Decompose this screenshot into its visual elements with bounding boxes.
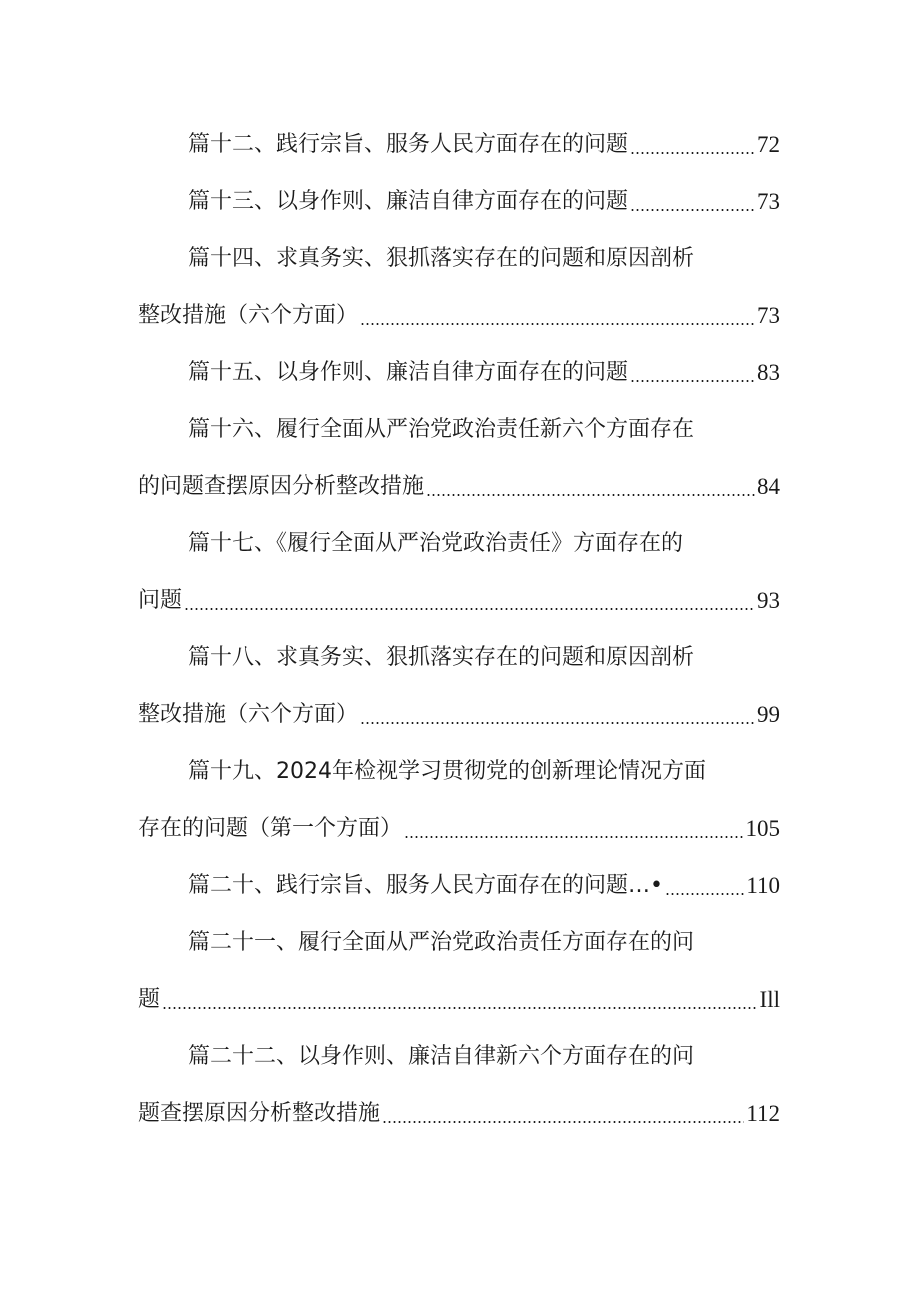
- toc-entry-title: 篇十六、履行全面从严治党政治责任新六个方面存在: [188, 417, 695, 442]
- toc-entry-title: 篇十二、践行宗旨、服务人民方面存在的问题: [188, 132, 629, 157]
- toc-entry-title: 篇十八、求真务实、狠抓落实存在的问题和原因剖析: [188, 645, 695, 670]
- toc-entry-title-cont: 整改措施（六个方面）: [138, 702, 359, 727]
- dot-leader: [628, 358, 757, 388]
- dot-leader: [628, 187, 757, 217]
- dot-leader: [182, 586, 757, 616]
- toc-entry-20[interactable]: [138, 861, 780, 901]
- toc-entry-19-line-1[interactable]: [138, 747, 738, 787]
- toc-entry-19-line-2[interactable]: [138, 804, 780, 844]
- toc-page-number: 84: [757, 474, 780, 499]
- toc-page-number: 105: [745, 816, 780, 841]
- dot-leader: [424, 472, 757, 502]
- toc-entry-21-line-1[interactable]: [138, 918, 738, 958]
- toc-page-number: 72: [757, 132, 780, 157]
- toc-entry-title: 篇十九、2024年检视学习贯彻党的创新理论情况方面: [188, 759, 706, 784]
- toc-entry-title-cont: 的问题查摆原因分析整改措施: [138, 474, 425, 499]
- dot-leader: [380, 1099, 746, 1129]
- toc-entry-16-line-1[interactable]: [138, 405, 738, 445]
- toc-entry-16-line-2[interactable]: [138, 462, 780, 502]
- toc-entry-14-line-1[interactable]: [138, 234, 738, 274]
- toc-entry-18-line-1[interactable]: [138, 633, 738, 673]
- dot-leader: [358, 700, 757, 730]
- toc-page-number: 93: [757, 588, 780, 613]
- toc-page-number: 99: [757, 702, 780, 727]
- toc-entry-title: 篇二十二、以身作则、廉洁自律新六个方面存在的问: [188, 1044, 695, 1069]
- toc-entry-22-line-1[interactable]: [138, 1032, 738, 1072]
- toc-entry-title-cont: 题: [138, 987, 161, 1012]
- toc-entry-17-line-1[interactable]: [138, 519, 738, 559]
- toc-page-number: Ill: [759, 987, 780, 1012]
- toc-entry-15[interactable]: [138, 348, 780, 388]
- toc-entry-title: 篇十五、以身作则、廉洁自律方面存在的问题: [188, 360, 629, 385]
- toc-entry-title: 篇十四、求真务实、狠抓落实存在的问题和原因剖析: [188, 246, 695, 271]
- dot-leader: [402, 814, 745, 844]
- toc-entry-title: 篇二十一、履行全面从严治党政治责任方面存在的问: [188, 930, 695, 955]
- dot-leader: [663, 871, 746, 901]
- toc-entry-title: 篇二十、践行宗旨、服务人民方面存在的问题…•: [188, 873, 663, 898]
- toc-entry-title-cont: 存在的问题（第一个方面）: [138, 816, 403, 841]
- dot-leader: [358, 301, 757, 331]
- toc-entry-21-line-2[interactable]: [138, 975, 780, 1015]
- toc-page-number: 83: [757, 360, 780, 385]
- toc-entry-title-cont: 题查摆原因分析整改措施: [138, 1101, 381, 1126]
- dot-leader: [160, 985, 760, 1015]
- toc-entry-18-line-2[interactable]: [138, 690, 780, 730]
- dot-leader: [628, 130, 757, 160]
- toc-entry-22-line-2[interactable]: [138, 1089, 780, 1129]
- toc-entry-title: 篇十七、《履行全面从严治党政治责任》方面存在的: [188, 531, 684, 556]
- toc-page-number: 73: [757, 189, 780, 214]
- toc-entry-title-cont: 整改措施（六个方面）: [138, 303, 359, 328]
- toc-page-number: 112: [746, 1101, 780, 1126]
- toc-entry-title: 篇十三、以身作则、廉洁自律方面存在的问题: [188, 189, 629, 214]
- toc-entry-13[interactable]: [138, 177, 780, 217]
- toc-entry-14-line-2[interactable]: [138, 291, 780, 331]
- toc-entry-title-cont: 问题: [138, 588, 183, 613]
- toc-entry-12[interactable]: [138, 120, 780, 160]
- toc-entry-17-line-2[interactable]: [138, 576, 780, 616]
- toc-page-number: 73: [757, 303, 780, 328]
- toc-page-number: 110: [746, 873, 780, 898]
